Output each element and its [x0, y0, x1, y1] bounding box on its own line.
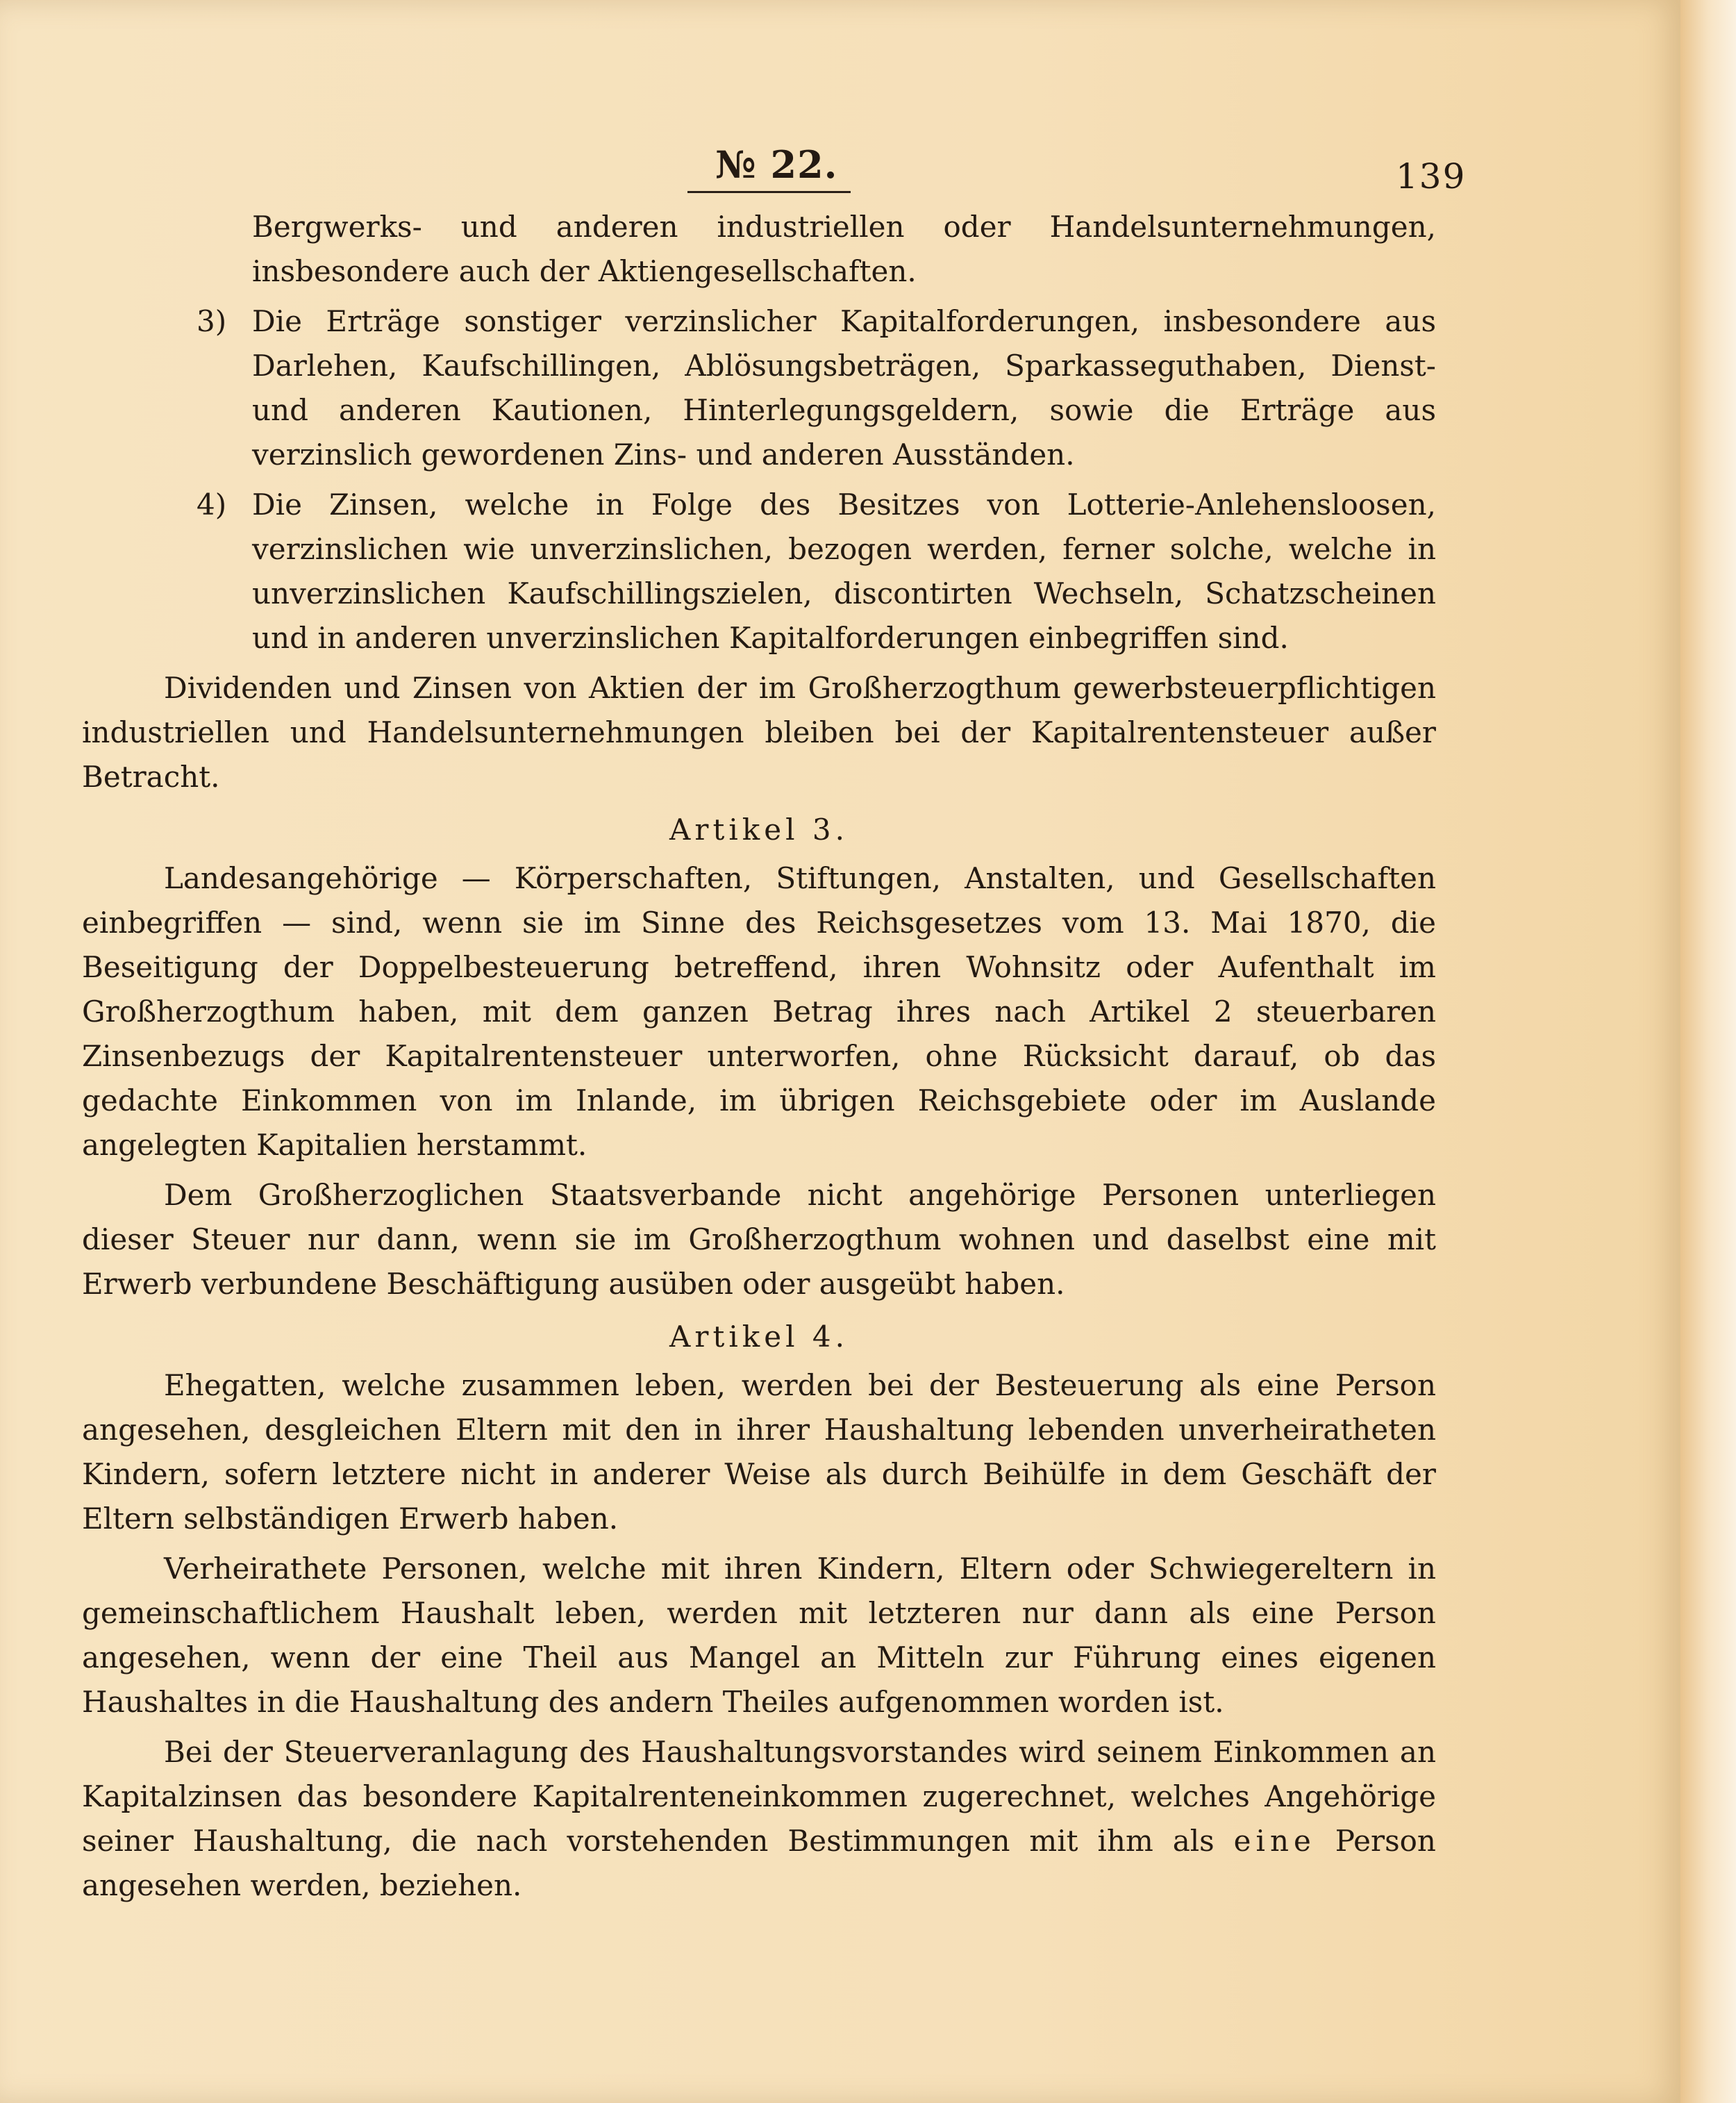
- list-text-3: Die Erträge sonstiger verzinslicher Kapitalforderungen, insbesondere aus Darlehen, Kaufschillingen, Ablösungsbeträgen, Sparkasseguthaben, Dienst- und anderen Kautionen, Hinterlegungsgeldern, sowie die Erträge aus verzinslich gewordenen Zins- und anderen Ausständen.: [252, 304, 1436, 472]
- article-3-paragraph-1: Landesangehörige — Körperschaften, Stiftungen, Anstalten, und Gesellschaften einbegriffen — sind, wenn sie im Sinne des Reichsgesetzes vom 13. Mai 1870, die Beseitigung der Doppelbesteuerung betreffend, ihren Wohnsitz oder Aufenthalt im Großherzogthum haben, mit dem ganzen Betrag ihres nach Artikel 2 steuerbaren Zinsenbezugs der Kapitalrentensteuer unterworfen, ohne Rücksicht darauf, ob das gedachte Einkommen von im Inlande, im übrigen Reichsgebiete oder im Auslande angelegten Kapitalien herstammt.: [82, 861, 1436, 1162]
- article-4-heading: Artikel 4.: [669, 1320, 849, 1354]
- page-number: 139: [1396, 156, 1467, 197]
- list-text-4: Die Zinsen, welche in Folge des Besitzes von Lotterie-Anlehensloosen, verzinslichen wie unverzinslichen, bezogen werden, ferner solche, welche in unverzinslichen Kaufschillingszielen, discontirten Wechseln, Schatzscheinen und in anderen unverzinslichen Kapitalforderungen einbegriffen sind.: [252, 488, 1436, 655]
- article-3-paragraph-2: Dem Großherzoglichen Staatsverbande nicht angehörige Personen unterliegen dieser Steuer nur dann, wenn sie im Großherzogthum wohnen und daselbst eine mit Erwerb verbundene Beschäftigung ausüben oder ausgeübt haben.: [82, 1178, 1436, 1301]
- list-item-3: [82, 299, 1436, 477]
- list-number-4: 4): [197, 488, 227, 522]
- article-4-paragraph-3: [82, 1730, 1436, 1908]
- article-4-paragraph-1: Ehegatten, welche zusammen leben, werden bei der Besteuerung als eine Person angesehen, desgleichen Eltern mit den in ihrer Haushaltung lebenden unverheiratheten Kindern, sofern letztere nicht in anderer Weise als durch Beihülfe in dem Geschäft der Eltern selbständigen Erwerb haben.: [82, 1368, 1436, 1536]
- body-text: [82, 205, 1436, 1913]
- list-number-3: 3): [197, 304, 227, 338]
- article-4-paragraph-2: Verheirathete Personen, welche mit ihren Kindern, Eltern oder Schwiegereltern in gemeinschaftlichem Haushalt leben, werden mit letzteren nur dann als eine Person angesehen, wenn der eine Theil aus Mangel an Mitteln zur Führung eines eigenen Haushaltes in die Haushaltung des andern Theiles aufgenommen worden ist.: [82, 1552, 1436, 1719]
- article-4-paragraph-3-part-2: Person angesehen werden, beziehen.: [82, 1824, 1436, 1902]
- article-4-paragraph-3-part-1: Bei der Steuerveranlagung des Haushaltungsvorstandes wird seinem Einkommen an Kapitalzinsen das besondere Kapitalrenteneinkommen zugerechnet, welches Angehörige seiner Haushaltung, die nach vorstehenden Bestimmungen mit ihm als: [82, 1735, 1436, 1858]
- paragraph-intro: Bergwerks- und anderen industriellen oder Handelsunternehmungen, insbesondere auch der Aktiengesellschaften.: [252, 210, 1436, 288]
- emphasized-word: eine: [1233, 1824, 1316, 1858]
- list-item-4: [82, 483, 1436, 660]
- article-3-heading: Artikel 3.: [669, 813, 849, 847]
- header-rule: [687, 191, 851, 193]
- paragraph-dividends: Dividenden und Zinsen von Aktien der im Großherzogthum gewerbsteuerpflichtigen industriellen und Handelsunternehmungen bleiben bei der Kapitalrentensteuer außer Betracht.: [82, 671, 1436, 794]
- issue-number: № 22.: [715, 142, 838, 187]
- page-edge: [1680, 0, 1736, 2103]
